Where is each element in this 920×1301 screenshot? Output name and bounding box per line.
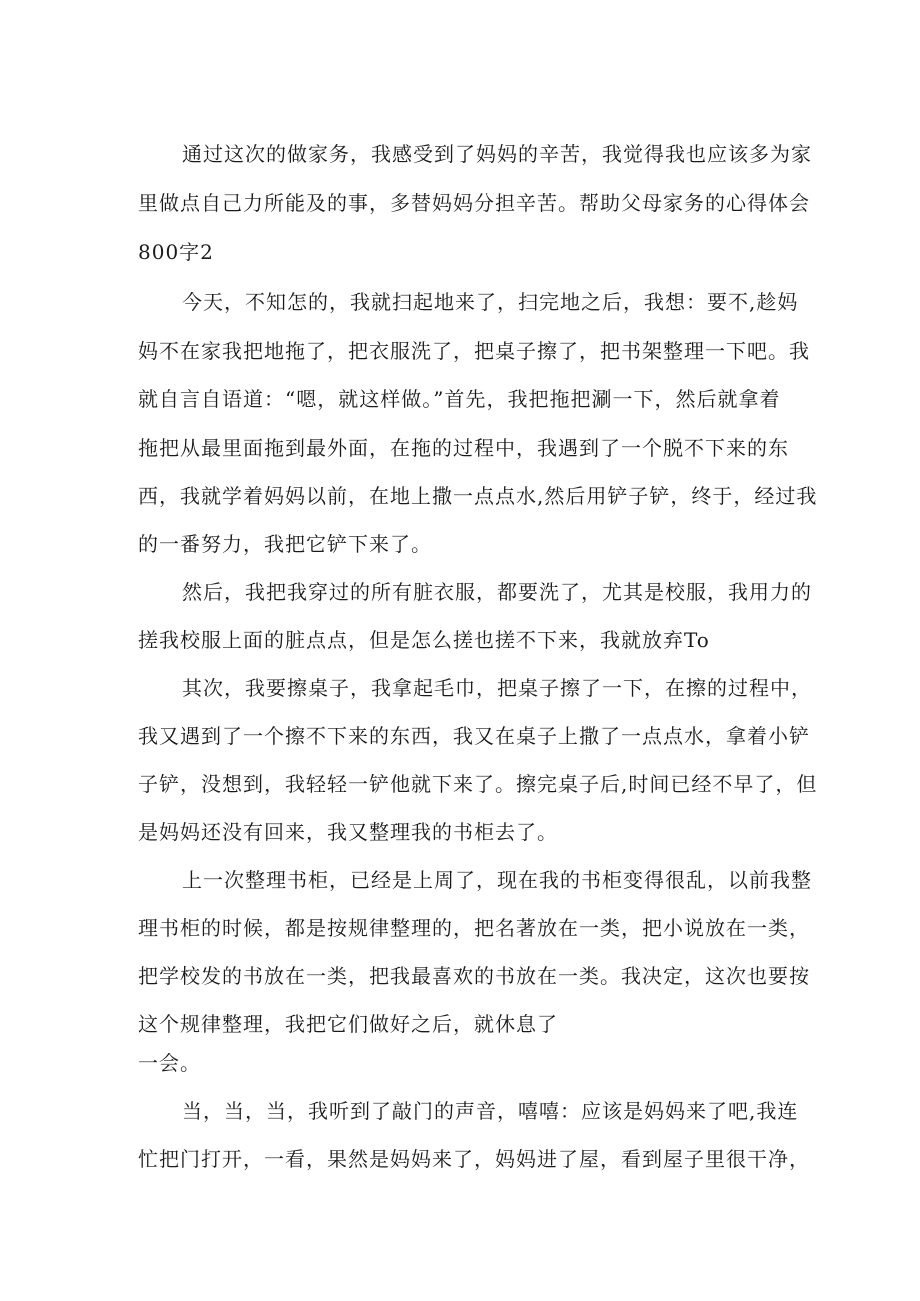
text-line: 800字2	[138, 240, 214, 264]
text-line: 通过这次的做家务，我感受到了妈妈的辛苦，我觉得我也应该多为家	[182, 142, 812, 166]
text-line: 是妈妈还没有回来，我又整理我的书柜去了。	[138, 820, 558, 844]
text-line: 妈不在家我把地拖了，把衣服洗了，把桌子擦了，把书架整理一下吧。我	[138, 339, 810, 363]
text-line: 理书柜的时候，都是按规律整理的，把名著放在一类，把小说放在一类，	[138, 916, 810, 940]
text-line: 这个规律整理，我把它们做好之后，就休息了	[138, 1012, 558, 1036]
text-line: 忙把门打开，一看，果然是妈妈来了，妈妈进了屋，看到屋子里很干净，	[138, 1147, 810, 1171]
text-line: 一会。	[138, 1051, 201, 1075]
text-line: 今天，不知怎的，我就扫起地来了，扫完地之后，我想：要不,趁妈	[182, 290, 799, 314]
text-line: 上一次整理书柜，已经是上周了，现在我的书柜变得很乱，以前我整	[182, 868, 812, 892]
text-line: 其次，我要擦桌子，我拿起毛巾，把桌子擦了一下，在擦的过程中，	[182, 676, 812, 700]
text-line: 的一番努力，我把它铲下来了。	[138, 532, 432, 556]
text-line: 然后，我把我穿过的所有脏衣服，都要洗了，尤其是校服，我用力的	[182, 580, 812, 604]
text-line: 里做点自己力所能及的事，多替妈妈分担辛苦。帮助父母家务的心得体会	[138, 191, 810, 215]
text-line: 西，我就学着妈妈以前，在地上撒一点点水,然后用铲子铲，终于，经过我	[138, 484, 818, 508]
text-line: 拖把从最里面拖到最外面，在拖的过程中，我遇到了一个脱不下来的东	[138, 436, 789, 460]
text-line: 把学校发的书放在一类，把我最喜欢的书放在一类。我决定，这次也要按	[138, 964, 810, 988]
text-line: 搓我校服上面的脏点点，但是怎么搓也搓不下来，我就放弃To	[138, 628, 710, 652]
text-line: 子铲，没想到，我轻轻一铲他就下来了。擦完桌子后,时间已经不早了，但	[138, 772, 818, 796]
text-line: 我又遇到了一个擦不下来的东西，我又在桌子上撒了一点点水，拿着小铲	[138, 724, 810, 748]
text-line: 当，当，当，我听到了敲门的声音，嘻嘻：应该是妈妈来了吧,我连	[182, 1099, 799, 1123]
text-line: 就自言自语道：“嗯，就这样做。”首先，我把拖把涮一下，然后就拿着	[138, 387, 781, 411]
